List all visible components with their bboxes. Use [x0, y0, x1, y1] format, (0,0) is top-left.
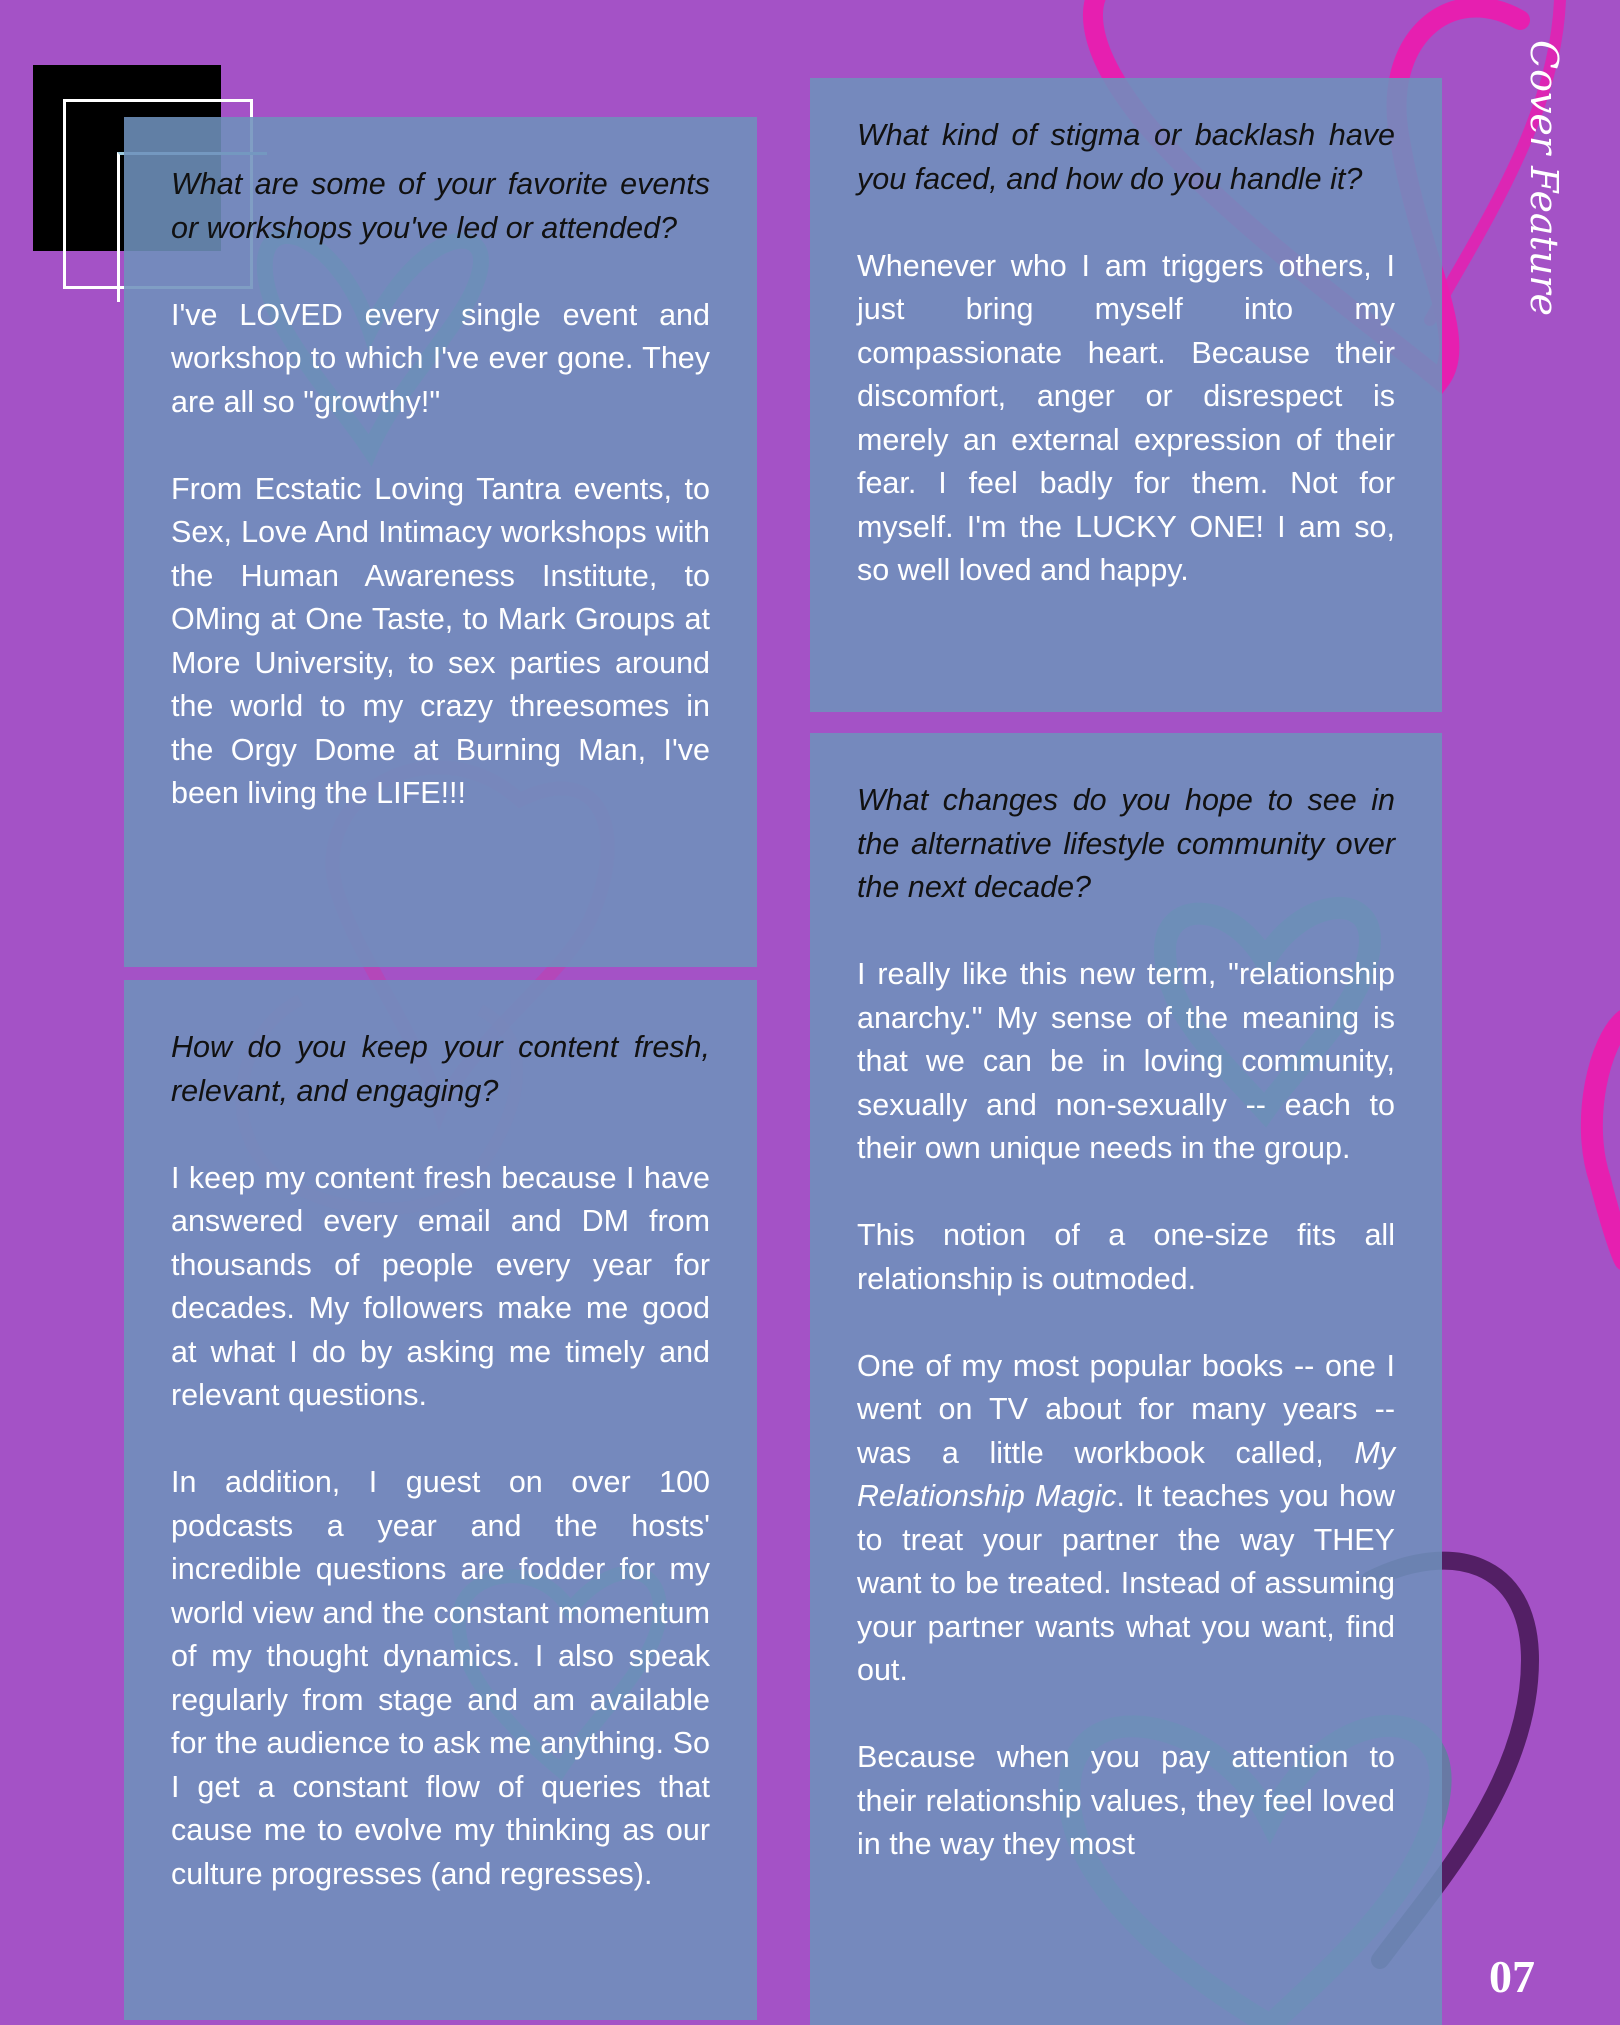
book-title: My Relationship Magic — [857, 1435, 1395, 1513]
answer-text: One of my most popular books -- one I went on TV about for many years -- was a little workbook called, — [857, 1348, 1395, 1470]
answer-paragraph: Whenever who I am triggers others, I just bring myself into my compassionate heart. Because their discomfort, anger or disrespect is merely an external expression of their fear. I feel badly for them. Not for myself. I'm the LUCKY ONE! I am so, so well loved and happy. — [857, 248, 1395, 587]
question-favorite-events: What are some of your favorite events or workshops you've led or attended? — [171, 167, 710, 245]
pink-heart-icon-right-edge — [1592, 1020, 1620, 1260]
question-content-fresh: How do you keep your content fresh, relevant, and engaging? — [171, 1030, 710, 1108]
answer-paragraph-book — [857, 1345, 1395, 1693]
answer-paragraph: From Ecstatic Loving Tantra events, to Sex, Love And Intimacy workshops with the Human Awareness Institute, to OMing at One Taste, to Mark Groups at More University, to sex parties around the world to my crazy threesomes in the Orgy Dome at Burning Man, I've been living the LIFE!!! — [171, 471, 710, 810]
qa-panel-future-changes — [810, 733, 1442, 2025]
answer-paragraph: Because when you pay attention to their relationship values, they feel loved in the way they most — [857, 1740, 1395, 1861]
answer-paragraph: In addition, I guest on over 100 podcasts a year and the hosts' incredible questions are fodder for my world view and the constant momentum of my thought dynamics. I also speak regularly from stage and am available for the audience to ask me anything. So I get a constant flow of queries that cause me to evolve my thinking as our culture progresses (and regresses). — [171, 1465, 710, 1891]
answer-paragraph: This notion of a one-size fits all relationship is outmoded. — [857, 1218, 1395, 1296]
qa-panel-favorite-events — [124, 117, 757, 967]
answer-paragraph: I really like this new term, "relationship anarchy." My sense of the meaning is that we can be in loving community, sexually and non-sexually -- each to their own unique needs in the group. — [857, 957, 1395, 1165]
question-stigma-backlash: What kind of stigma or backlash have you faced, and how do you handle it? — [857, 118, 1395, 196]
section-label: Cover Feature — [1522, 40, 1566, 316]
answer-paragraph: I keep my content fresh because I have answered every email and DM from thousands of people every year for decades. My followers make me good at what I do by asking me timely and relevant questions. — [171, 1160, 710, 1412]
answer-text: . It teaches you how to treat your partner the way THEY want to be treated. Instead of assuming your partner wants what you want, find out. — [857, 1479, 1395, 1687]
question-future-changes: What changes do you hope to see in the alternative lifestyle community over the next decade? — [857, 783, 1395, 904]
qa-panel-stigma-backlash — [810, 78, 1442, 712]
page-number: 07 — [1489, 1951, 1535, 2002]
answer-paragraph: I've LOVED every single event and workshop to which I've ever gone. They are all so "growthy!" — [171, 297, 710, 419]
qa-panel-content-fresh — [124, 980, 757, 2020]
